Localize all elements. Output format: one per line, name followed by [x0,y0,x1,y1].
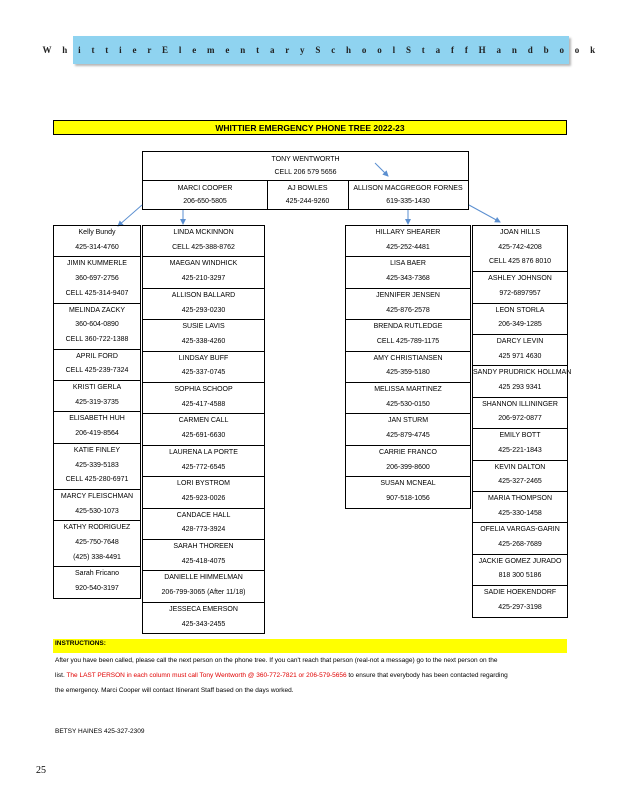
col4-entry-phone: 425-327-2465 [498,478,542,486]
col4-entry-name: KEVIN DALTON [494,463,546,471]
col1-entry-phone: (425) 338-4491 [73,553,121,561]
col2-entry-phone: 425-417-4588 [181,400,226,408]
col1-entry-name: Sarah Fricano [75,570,119,578]
col4-entry-phone: 818 300 5186 [498,572,542,580]
col1-entry-phone: 360-697-2756 [75,275,119,283]
col2-entry-name: CARMEN CALL [178,417,229,425]
col1-entry-phone: 425-530-1073 [75,507,119,515]
col1-entry-phone: CELL 425-239-7324 [65,367,129,375]
col2-entry-name: JESSECA EMERSON [169,605,238,613]
col4-entry-name: MARIA THOMPSON [487,494,553,502]
col2-entry-name: CANDACE HALL [176,511,231,519]
instructions-line-1: After you have been called, please call the next person on the phone tree. If you can't reach that person (real-not a message) go to the next person on the [55,657,498,664]
col1-entry-phone: 425-314-4760 [75,243,119,251]
phone-tree-title: WHITTIER EMERGENCY PHONE TREE 2022-23 [53,120,567,135]
column-4 [472,225,572,618]
instructions-line-2 [55,672,508,679]
col2-entry-phone: 206-799-3065 (After 11/18) [161,589,246,597]
col2-entry-name: MAEGAN WINDHICK [169,260,238,268]
column-2 [142,225,265,634]
instructions-title: INSTRUCTIONS: [55,640,106,647]
col1-entry-name: JIMIN KUMMERLE [67,260,127,268]
col2-entry-phone: CELL 425-388-8762 [172,243,235,251]
col3-entry-name: JAN STURM [387,417,429,425]
col2-entry-phone: 425-418-4075 [181,557,226,565]
col1-entry-name: KRISTI GERLA [72,384,122,391]
col1-entry-name: KATIE FINLEY [73,446,121,454]
col4-entry-name: OFELIA VARGAS-GARIN [480,526,560,534]
handbook-title: W h i t t i e r E l e m e n t a r y S c h o o l S t a f f H a n d b o o k [42,45,600,55]
col1-entry-phone: CELL 425-314-9407 [65,289,129,297]
col3-entry-phone: 425-530-0150 [386,400,430,408]
col2-entry-name: SARAH THOREEN [173,543,234,550]
col4-entry-phone: 425-221-1843 [498,446,542,454]
col3-entry-name: MELISSA MARTINEZ [374,386,442,393]
col3-entry-phone: CELL 425-789-1175 [376,337,440,345]
col2-entry-name: LINDSAY BUFF [178,354,229,362]
col4-entry-phone: 425-268-7689 [498,541,542,548]
top-name: TONY WENTWORTH [271,156,340,163]
col2-entry-name: SUSIE LAVIS [182,323,225,331]
col4-entry-phone: 425-330-1458 [498,509,542,517]
col3-entry-name: JENNIFER JENSEN [376,291,440,299]
col4-entry-name: JACKIE GOMEZ JURADO [478,557,562,565]
col3-entry-phone: 425-359-5180 [386,369,430,377]
lead-name-1: MARCI COOPER [177,185,233,192]
col1-entry-name: KATHY RODRIGUEZ [63,524,131,532]
col3-entry-phone: 425-252-4481 [386,243,430,251]
col4-entry-name: JOAN HILLS [499,229,541,236]
col1-entry-name: MARCY FLEISCHMAN [60,492,134,500]
col4-entry-phone: 425-742-4208 [498,243,542,251]
col1-entry-phone: 425-750-7648 [75,539,119,546]
col4-entry-name: ASHLEY JOHNSON [488,275,552,283]
col1-entry-name: Kelly Bundy [78,229,116,236]
col4-entry-phone: 425-297-3198 [498,603,542,611]
col2-entry-name: DANIELLE HIMMELMAN [164,574,243,582]
col3-entry-phone: 206-399-8600 [386,463,430,471]
col4-entry-name: LEON STORLA [495,306,545,314]
col3-entry-phone: 425-343-7368 [386,275,430,283]
col3-entry-phone: 425-879-4745 [386,432,430,440]
col1-entry-phone: 920-540-3197 [75,585,119,593]
col3-entry-name: HILLARY SHEARER [375,229,441,236]
col1-entry-phone: CELL 360-722-1388 [65,335,129,343]
col3-entry-phone: 425-876-2578 [386,306,430,314]
col4-entry-name: SADIE HOEKENDORF [483,589,557,597]
col3-entry-name: SUSAN MCNEAL [380,480,436,488]
col3-entry-phone: 907-518-1056 [386,494,430,502]
column-1 [53,225,141,599]
lead-phone-3: 619-335-1430 [386,198,430,205]
instructions-line-2-red: The LAST PERSON in each column must call Tony Wentworth @ 360-772-7821 or 206-579-5656 [66,672,347,679]
col3-entry-name: LISA BAER [390,260,426,268]
col4-entry-name: SANDY PRUDRICK HOLLMAN [473,369,572,377]
col2-entry-phone: 425-337-0745 [181,369,226,377]
col1-entry-name: APRIL FORD [76,352,118,360]
col2-entry-phone: 425-691-6630 [181,432,226,440]
page-number: 25 [36,765,46,776]
footer-contact: BETSY HAINES 425-327-2309 [55,728,145,735]
col4-entry-phone: CELL 425 876 8010 [488,258,551,266]
col1-entry-phone: 425-319-3735 [75,398,119,406]
col4-entry-phone: 425 971 4630 [498,352,542,360]
lead-name-3: ALLISON MACGREGOR FORNES [353,185,463,192]
col1-entry-name: MELINDA ZACKY [68,306,125,314]
col3-entry-name: BRENDA RUTLEDGE [373,323,443,331]
col1-entry-phone: 360-604-0890 [75,321,119,329]
col2-entry-phone: 425-923-0026 [181,494,226,502]
col2-entry-phone: 425-772-6545 [181,463,226,471]
col4-entry-name: DARCY LEVIN [496,337,544,345]
col4-entry-phone: 206-349-1285 [498,321,542,329]
instructions-highlight [53,639,567,653]
col2-entry-phone: 428-773-3924 [181,526,226,534]
col4-entry-name: SHANNON ILLININGER [482,400,558,408]
col1-entry-phone: 425-339-5183 [75,461,119,469]
col4-entry-phone: 425 293 9341 [498,384,542,391]
column-3 [345,225,471,509]
col2-entry-name: LORI BYSTROM [177,480,230,488]
top-cell: CELL 206 579 5656 [274,169,337,176]
lead-phone-1: 206-650-5805 [183,198,227,205]
col2-entry-name: ALLISON BALLARD [171,291,236,299]
col2-entry-name: LAURENA LA PORTE [169,448,238,456]
col3-entry-name: AMY CHRISTIANSEN [373,354,443,362]
col2-entry-phone: 425-343-2455 [181,620,226,628]
col2-entry-phone: 425-293-0230 [181,306,226,314]
instructions-line-2b: to ensure that everybody has been contacted regarding [346,672,508,679]
col1-entry-phone: CELL 425-280-6971 [65,476,129,484]
col4-entry-name: EMILY BOTT [499,432,541,440]
col2-entry-phone: 425-210-3297 [181,275,226,283]
col3-entry-name: CARRIE FRANCO [379,448,437,456]
col2-entry-name: LINDA MCKINNON [173,229,234,236]
col1-entry-name: ELISABETH HUH [69,415,125,423]
instructions-line-2a: list. [55,672,67,679]
col2-entry-phone: 425-338-4260 [181,337,226,345]
col4-entry-phone: 206-972-0877 [498,415,542,423]
col2-entry-name: SOPHIA SCHOOP [174,386,233,393]
col4-entry-phone: 972-6897957 [499,289,541,297]
lead-name-2: AJ BOWLES [287,185,328,192]
instructions-line-3: the emergency. Marci Cooper will contact Itinerant Staff based on the days worked. [55,687,294,694]
lead-phone-2: 425-244-9260 [285,198,330,205]
col1-entry-phone: 206-419-8564 [75,430,119,438]
